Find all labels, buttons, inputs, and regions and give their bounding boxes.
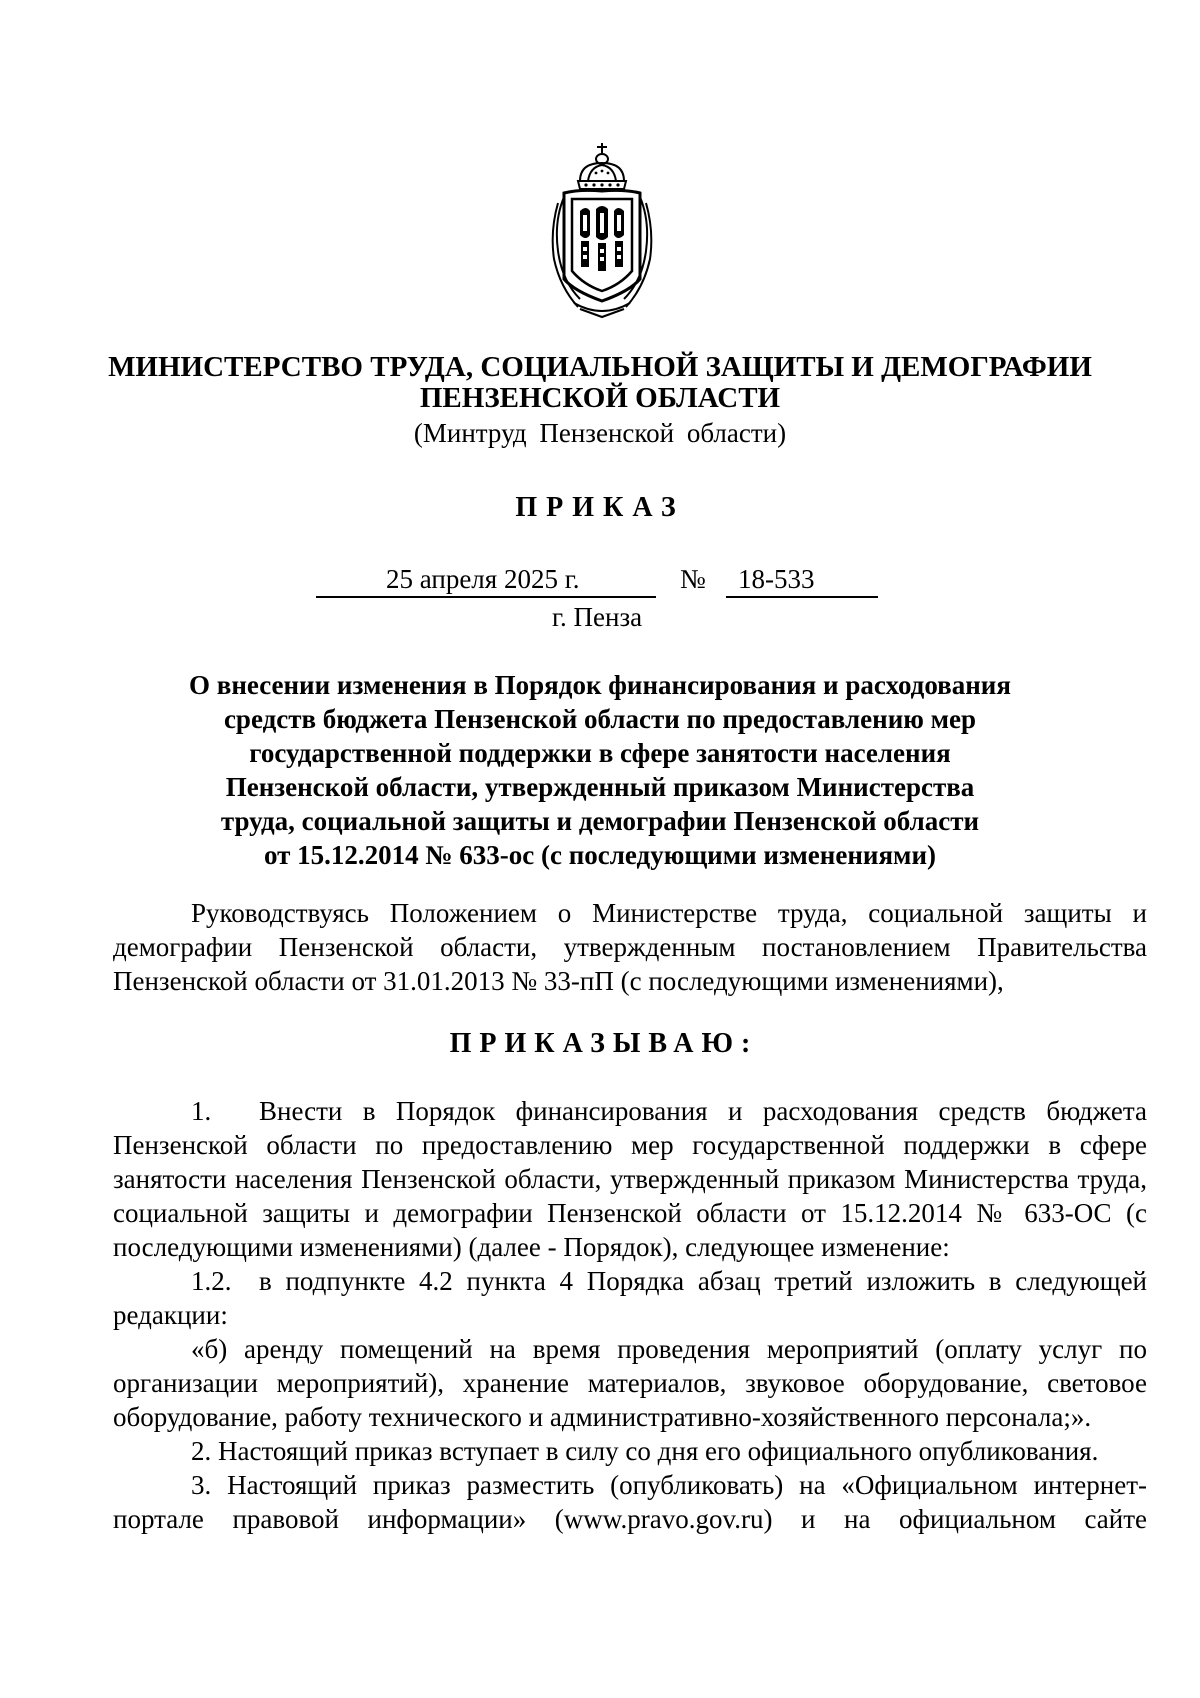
order-directive — [0, 1028, 1200, 1060]
subject-line: О внесении изменения в Порядок финансирования и расходования — [189, 670, 1011, 700]
order-items — [113, 1094, 1147, 1536]
ministry-name-line2: ПЕНЗЕНСКОЙ ОБЛАСТИ — [419, 382, 781, 414]
subject-line: государственной поддержки в сфере занятости населения — [249, 738, 951, 768]
item-1-2-number: 1.2. — [191, 1266, 232, 1296]
order-city: г. Пенза — [552, 602, 643, 632]
subject-line: от 15.12.2014 № 633-ос (с последующими изменениями) — [264, 840, 936, 870]
item-1-text: Внести в Порядок финансирования и расходования средств бюджета Пензенской области по предоставлению мер государственной поддержки в сфере занятости населения Пензенской области, утвержденный приказом Министерства труда, социальной защиты и демографии Пензенской области от 15.12.2014 № 633-ОС (с последующими изменениями) (далее - Порядок), следующее изменение: — [113, 1096, 1147, 1262]
item-1-number: 1. — [191, 1096, 212, 1126]
order-number: 18-533 — [738, 564, 815, 594]
item-3: 3. Настоящий приказ разместить (опубликовать) на «Официальном интернет-портале правовой информации» (www.pravo.gov.ru) и на официальном сайте — [113, 1470, 1147, 1534]
order-subject — [180, 668, 1020, 872]
order-directive-word: ПРИКАЗЫВАЮ — [449, 1028, 742, 1059]
order-number-field — [726, 566, 878, 598]
item-2: 2. Настоящий приказ вступает в силу со дня его официального опубликования. — [191, 1436, 1099, 1466]
preamble-paragraph: Руководствуясь Положением о Министерстве труда, социальной защиты и демографии Пензенской области, утвержденным постановлением Правительства Пензенской области от 31.01.2013 № 33-пП (с последующими изменениями), — [113, 898, 1147, 996]
item-1-2-text: в подпункте 4.2 пункта 4 Порядка абзац третий изложить в следующей редакции: — [113, 1266, 1147, 1330]
order-date: 25 апреля 2025 г. — [386, 564, 580, 594]
item-1 — [113, 1094, 1147, 1264]
ministry-name-line1: МИНИСТЕРСТВО ТРУДА, СОЦИАЛЬНОЙ ЗАЩИТЫ И ДЕМОГРАФИИ — [108, 351, 1092, 383]
order-directive-colon: : — [741, 1028, 751, 1059]
item-1-2 — [113, 1264, 1147, 1332]
quoted-paragraph: «б) аренду помещений на время проведения мероприятий (оплату услуг по организации мероприятий), хранение материалов, звуковое оборудование, световое оборудование, работу технического и административно-хозяйственного персонала;». — [113, 1334, 1147, 1432]
subject-line: Пензенской области, утвержденный приказом Министерства — [225, 772, 975, 802]
coat-of-arms-icon — [550, 141, 654, 319]
subject-line: труда, социальной защиты и демографии Пензенской области — [220, 806, 980, 836]
ministry-name — [0, 352, 1200, 414]
order-title: ПРИКАЗ — [515, 492, 685, 523]
order-date-field — [316, 566, 656, 598]
subject-line: средств бюджета Пензенской области по предоставлению мер — [223, 704, 977, 734]
number-sign: № — [680, 564, 706, 594]
ministry-short-name: (Минтруд Пензенской области) — [413, 418, 787, 448]
